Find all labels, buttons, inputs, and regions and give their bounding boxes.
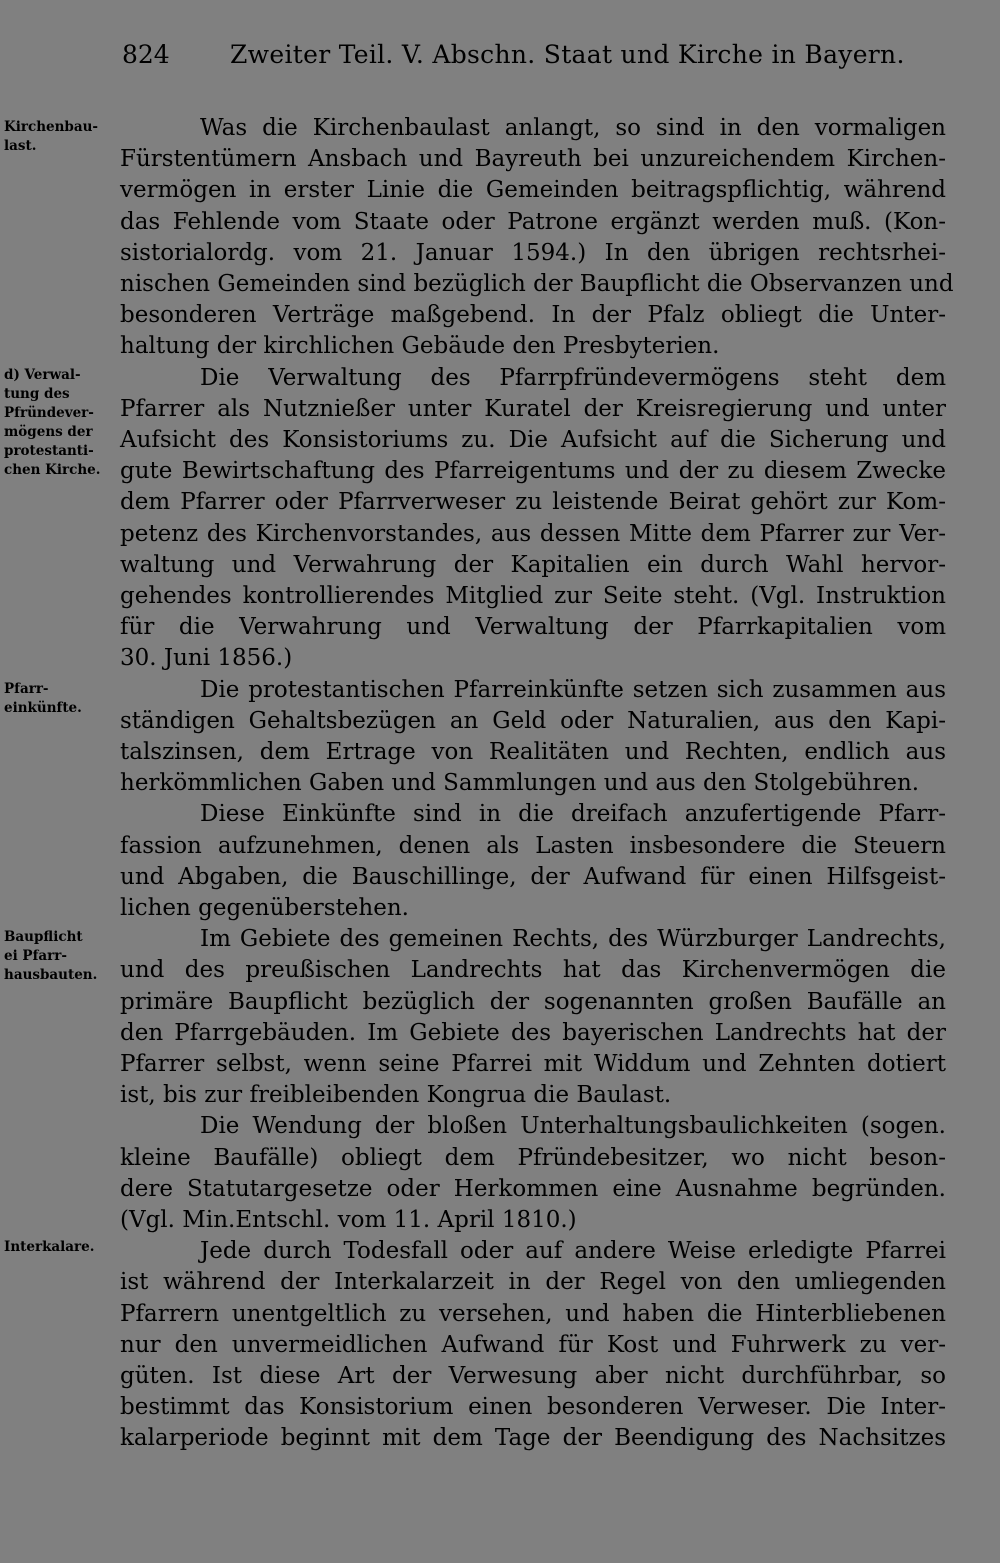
body-line: Die protestantischen Pfarreinkünfte setzen sich zusammen aus <box>200 676 946 703</box>
body-line: ist, bis zur freibleibenden Kongrua die Baulast. <box>120 1082 672 1109</box>
body-line: talszinsen, dem Ertrage von Realitäten und Rechten, endlich aus <box>120 739 946 765</box>
body-line: Die Wendung der bloßen Unterhaltungsbaulichkeiten (sogen. <box>200 1113 946 1140</box>
body-line: ständigen Gehaltsbezügen an Geld oder Naturalien, aus den Kapi- <box>120 707 946 734</box>
body-line: ist während der Interkalarzeit in der Regel von den umliegenden <box>120 1269 946 1296</box>
body-line: lichen gegenüberstehen. <box>120 895 409 921</box>
body-line: Fürstentümern Ansbach und Bayreuth bei unzureichendem Kirchen- <box>120 146 946 173</box>
page-header <box>122 40 905 80</box>
body-line: nischen Gemeinden sind bezüglich der Baupflicht die Observanzen und <box>120 271 954 297</box>
margin-note-line: mögens der <box>4 424 93 440</box>
body-line: Im Gebiete des gemeinen Rechts, des Würzburger Landrechts, <box>200 926 946 953</box>
margin-note-line: einkünfte. <box>4 700 82 716</box>
page-number: 824 <box>122 40 170 69</box>
body-line: 30. Juni 1856.) <box>120 645 293 672</box>
margin-note <box>4 680 120 718</box>
body-line: und Abgaben, die Bauschillinge, der Aufwand für einen Hilfsgeist- <box>120 863 946 890</box>
body-line: Pfarrer selbst, wenn seine Pfarrei mit Widdum und Zehnten dotiert <box>120 1051 946 1077</box>
body-line: und des preußischen Landrechts hat das Kirchenvermögen die <box>120 957 946 984</box>
body-line: Diese Einkünfte sind in die dreifach anzufertigende Pfarr- <box>200 801 946 828</box>
margin-note <box>4 1238 120 1257</box>
body-line: Was die Kirchenbaulast anlangt, so sind in den vormaligen <box>200 115 946 141</box>
body-line: kleine Baufälle) obliegt dem Pfründebesitzer, wo nicht beson- <box>120 1144 946 1171</box>
body-line: gute Bewirtschaftung des Pfarreigentums und der zu diesem Zwecke <box>120 458 946 485</box>
margin-note-line: Pfründever- <box>4 405 94 421</box>
margin-note-line: hausbauten. <box>4 967 98 983</box>
margin-note-line: Kirchenbau- <box>4 119 99 135</box>
body-line: dem Pfarrer oder Pfarrverweser zu leistende Beirat gehört zur Kom- <box>120 489 946 516</box>
margin-note-line: protestanti- <box>4 443 94 459</box>
margin-note-line: Pfarr- <box>4 681 49 697</box>
body-line: Aufsicht des Konsistoriums zu. Die Aufsicht auf die Sicherung und <box>120 427 946 453</box>
body-line: den Pfarrgebäuden. Im Gebiete des bayerischen Landrechts hat der <box>120 1019 946 1046</box>
margin-note <box>4 928 120 985</box>
body-line: waltung und Verwahrung der Kapitalien ein durch Wahl hervor- <box>120 551 946 578</box>
body-line: haltung der kirchlichen Gebäude den Presbyterien. <box>120 333 720 360</box>
body-line: vermögen in erster Linie die Gemeinden beitragspflichtig, während <box>120 177 946 204</box>
body-line: gehendes kontrollierendes Mitglied zur Seite steht. (Vgl. Instruktion <box>120 583 946 609</box>
body-line: besonderen Verträge maßgebend. In der Pfalz obliegt die Unter- <box>120 302 946 329</box>
running-head: Zweiter Teil. V. Abschn. Staat und Kirche in Bayern. <box>230 40 905 69</box>
body-line: dere Statutargesetze oder Herkommen eine Ausnahme begründen. <box>120 1175 946 1202</box>
body-line: herkömmlichen Gaben und Sammlungen und aus den Stolgebühren. <box>120 770 920 797</box>
margin-note-line: ei Pfarr- <box>4 948 67 964</box>
body-line: sistorialordg. vom 21. Januar 1594.) In den übrigen rechtsrhei- <box>120 239 946 266</box>
margin-note-line: last. <box>4 138 37 154</box>
body-line: primäre Baupflicht bezüglich der sogenannten großen Baufälle an <box>120 988 946 1015</box>
margin-note-line: tung des <box>4 386 70 402</box>
body-line: güten. Ist diese Art der Verwesung aber nicht durchführbar, so <box>120 1363 946 1389</box>
body-line: nur den unvermeidlichen Aufwand für Kost und Fuhrwerk zu ver- <box>120 1331 946 1358</box>
margin-note-line: d) Verwal- <box>4 367 81 383</box>
body-line: für die Verwahrung und Verwaltung der Pfarrkapitalien vom <box>120 614 946 641</box>
body-line: (Vgl. Min.Entschl. vom 11. April 1810.) <box>120 1207 577 1233</box>
margin-note-line: Interkalare. <box>4 1239 95 1255</box>
margin-note <box>4 366 120 480</box>
body-line: Pfarrern unentgeltlich zu versehen, und haben die Hinterbliebenen <box>120 1300 946 1327</box>
body-line: fassion aufzunehmen, denen als Lasten insbesondere die Steuern <box>120 832 946 859</box>
body-line: das Fehlende vom Staate oder Patrone ergänzt werden muß. (Kon- <box>120 208 946 235</box>
margin-note-line: Baupflicht <box>4 929 83 945</box>
margin-note <box>4 118 120 156</box>
body-line: Pfarrer als Nutznießer unter Kuratel der Kreisregierung und unter <box>120 395 946 422</box>
margin-note-line: chen Kirche. <box>4 462 101 478</box>
body-line: Jede durch Todesfall oder auf andere Weise erledigte Pfarrei <box>200 1238 946 1265</box>
body-line: petenz des Kirchenvorstandes, aus dessen Mitte dem Pfarrer zur Ver- <box>120 520 946 547</box>
body-line: bestimmt das Konsistorium einen besonderen Verweser. Die Inter- <box>120 1394 946 1421</box>
body-line: kalarperiode beginnt mit dem Tage der Beendigung des Nachsitzes <box>120 1425 946 1452</box>
body-line: Die Verwaltung des Pfarrpfründevermögens steht dem <box>200 364 946 391</box>
